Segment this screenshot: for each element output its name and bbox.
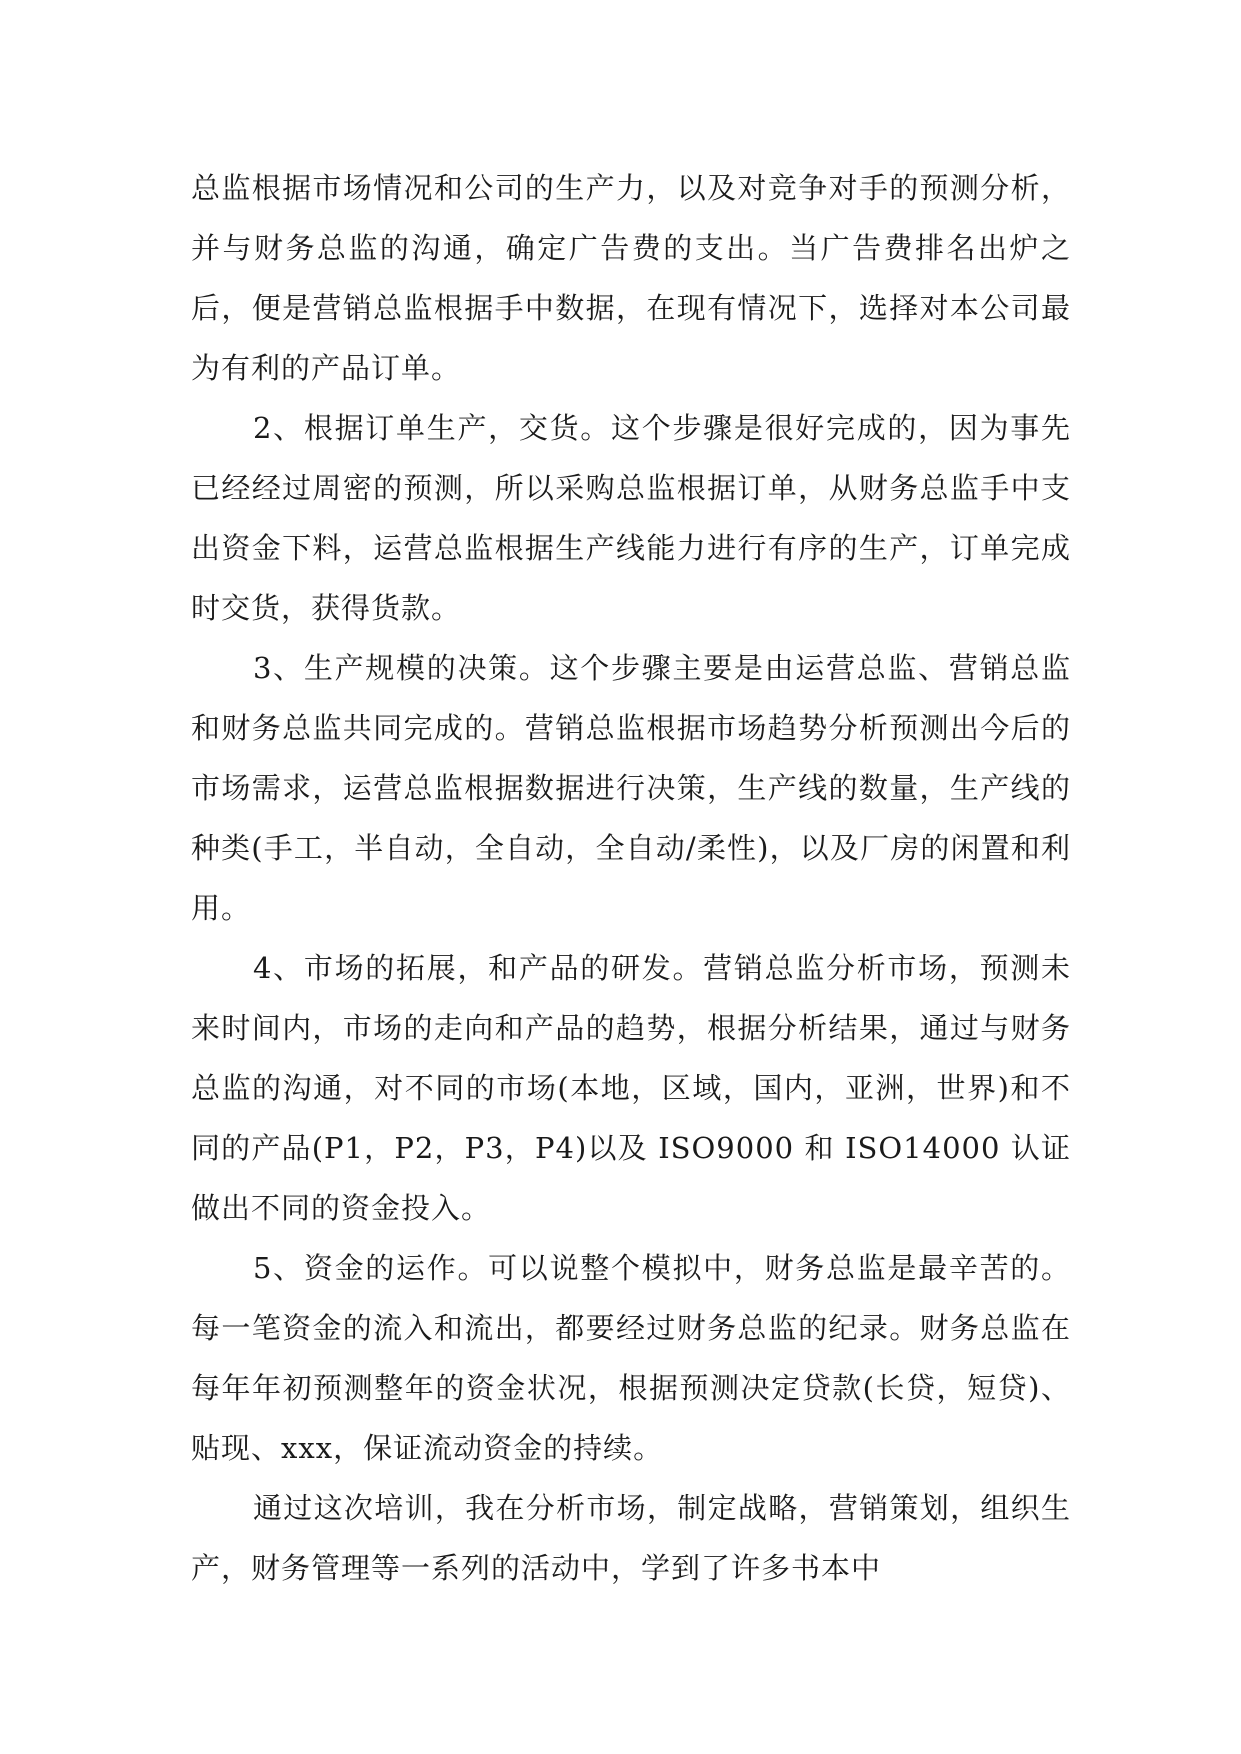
paragraph-3: 3、生产规模的决策。这个步骤主要是由运营总监、营销总监和财务总监共同完成的。营销总监根据市场趋势分析预测出今后的市场需求，运营总监根据数据进行决策，生产线的数量，生产线的种类(手工，半自动，全自动，全自动/柔性)，以及厂房的闲置和利用。 (191, 651, 1071, 925)
paragraph-1: 总监根据市场情况和公司的生产力，以及对竞争对手的预测分析，并与财务总监的沟通，确定广告费的支出。当广告费排名出炉之后，便是营销总监根据手中数据，在现有情况下，选择对本公司最为有利的产品订单。 (191, 171, 1071, 385)
paragraph-6: 通过这次培训，我在分析市场，制定战略，营销策划，组织生产，财务管理等一系列的活动中，学到了许多书本中 (191, 1491, 1071, 1585)
paragraph-5: 5、资金的运作。可以说整个模拟中，财务总监是最辛苦的。每一笔资金的流入和流出，都要经过财务总监的纪录。财务总监在每年年初预测整年的资金状况，根据预测决定贷款(长贷，短贷)、贴现、xxx，保证流动资金的持续。 (191, 1251, 1071, 1465)
document-body (191, 158, 1071, 1598)
paragraph-4: 4、市场的拓展，和产品的研发。营销总监分析市场，预测未来时间内，市场的走向和产品的趋势，根据分析结果，通过与财务总监的沟通，对不同的市场(本地，区域，国内，亚洲，世界)和不同的产品(P1，P2，P3，P4)以及 ISO9000 和 ISO14000 认证做出不同的资金投入。 (191, 951, 1071, 1225)
paragraph-2: 2、根据订单生产，交货。这个步骤是很好完成的，因为事先已经经过周密的预测，所以采购总监根据订单，从财务总监手中支出资金下料，运营总监根据生产线能力进行有序的生产，订单完成时交货，获得货款。 (191, 411, 1071, 625)
